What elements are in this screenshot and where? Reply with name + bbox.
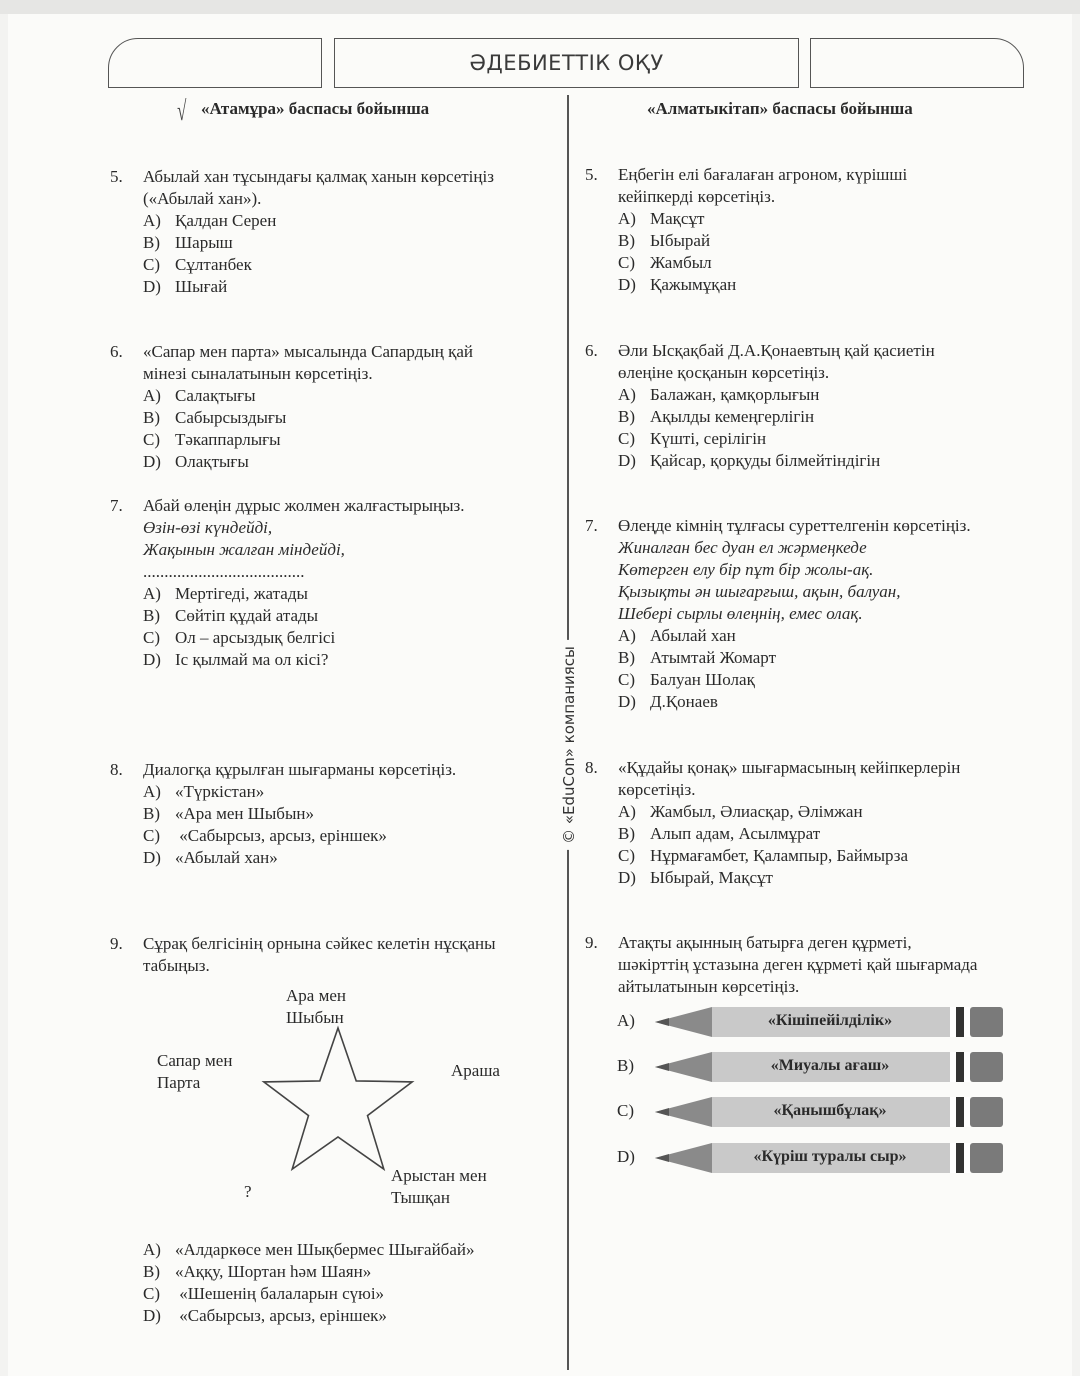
question-text: («Абылай хан»). — [143, 189, 262, 208]
option-letter: D) — [143, 848, 161, 867]
option-letter: C) — [618, 253, 635, 272]
question-number: 8. — [110, 760, 123, 779]
label-line: Шыбын — [286, 1008, 344, 1027]
option-text: Алып адам, Асылмұрат — [650, 824, 821, 843]
option-text: «Сабырсыз, арсыз, еріншек» — [175, 826, 387, 845]
option-letter: D) — [618, 451, 636, 470]
question-text: Диалогқа құрылған шығарманы көрсетіңіз. — [143, 760, 457, 779]
question-text: Еңбегін елі бағалаған агроном, күрішші — [618, 165, 908, 184]
pencil-option-label[interactable]: «Күріш туралы сыр» — [753, 1148, 907, 1165]
question-text: көрсетіңіз. — [618, 780, 696, 799]
option-text: Нұрмағамбет, Қалампыр, Баймырза — [650, 846, 908, 865]
question-number: 7. — [585, 516, 598, 535]
question-text: табыңыз. — [143, 956, 210, 975]
question-number: 8. — [585, 758, 598, 777]
option-text: «Алдаркөсе мен Шықбермес Шығайбай» — [175, 1240, 475, 1259]
option-letter: D) — [143, 277, 161, 296]
option-letter: A) — [143, 584, 161, 603]
question-number: 9. — [585, 933, 598, 952]
label-line: Сапар мен — [157, 1051, 233, 1070]
option-text: Іс қылмай ма ол кісі? — [175, 650, 329, 669]
option-text: «Шешенің балаларын сүюі» — [175, 1284, 385, 1303]
checkmark-icon: √ — [177, 96, 187, 127]
option-text: Күшті, серілігін — [650, 429, 767, 448]
label-line: Арыстан мен — [391, 1166, 487, 1185]
option-text: Ыбырай, Мақсұт — [650, 868, 773, 887]
question-number: 6. — [110, 342, 123, 361]
label-line: Парта — [157, 1073, 201, 1092]
question-text: Өлеңде кімнің тұлғасы суреттелгенін көрсетіңіз. — [618, 516, 971, 535]
option-letter: C) — [143, 826, 160, 845]
copyright-text: © «EduCon» компаниясы — [560, 640, 578, 850]
option-letter: B) — [618, 648, 635, 667]
label-line: Тышқан — [391, 1188, 450, 1207]
question-text: Абай өлеңін дұрыс жолмен жалғастырыңыз. — [143, 496, 465, 515]
option-letter: C) — [143, 1284, 160, 1303]
option-letter: D) — [618, 692, 636, 711]
option-letter: B) — [618, 824, 635, 843]
option-letter[interactable]: D) — [617, 1147, 635, 1166]
option-text: Ақылды кемеңгерлігін — [650, 407, 815, 426]
option-text: Жамбыл, Әлиасқар, Әлімжан — [650, 802, 863, 821]
option-text: Д.Қонаев — [650, 692, 718, 711]
star-label-right: Араша — [451, 1061, 500, 1080]
option-letter[interactable]: A) — [617, 1011, 635, 1030]
option-text: Балуан Шолақ — [650, 670, 755, 689]
option-text: Абылай хан — [650, 626, 736, 645]
question-text: Әли Ысқақбай Д.А.Қонаевтың қай қасиетін — [618, 341, 935, 360]
star-shape — [264, 1028, 412, 1169]
question-text: «Құдайы қонақ» шығармасының кейіпкерлерін — [618, 758, 961, 777]
option-text: Қалдан Серен — [175, 211, 277, 230]
option-text: Мертігеді, жатады — [175, 584, 308, 603]
option-letter: D) — [618, 868, 636, 887]
question-text: Сұрақ белгісінің орнына сәйкес келетін нұсқаны — [143, 934, 496, 953]
question-text: өлеңіне қосқанын көрсетіңіз. — [618, 363, 830, 382]
option-text: «Сабырсыз, арсыз, еріншек» — [175, 1306, 387, 1325]
poem-line: Жиналған бес дуан ел жәрмеңкеде — [618, 538, 867, 557]
option-text: Сабырсыздығы — [175, 408, 287, 427]
star-label-unknown: ? — [244, 1182, 252, 1201]
left-column-title: «Атамұра» баспасы бойынша — [201, 99, 430, 118]
option-text: Мақсұт — [650, 209, 705, 228]
option-letter: C) — [618, 670, 635, 689]
option-text: Атымтай Жомарт — [650, 648, 777, 667]
question-number: 5. — [110, 167, 123, 186]
star-label-top — [286, 985, 346, 1029]
question-number: 9. — [110, 934, 123, 953]
star-label-bottom-right — [391, 1165, 487, 1209]
option-text: Ол – арсыздық белгісі — [175, 628, 336, 647]
option-text: «Аққу, Шортан һәм Шаян» — [175, 1262, 372, 1281]
option-text: «Түркістан» — [175, 782, 265, 801]
label-line: Ара мен — [286, 986, 346, 1005]
question-number: 5. — [585, 165, 598, 184]
question-number: 7. — [110, 496, 123, 515]
option-letter: B) — [143, 606, 160, 625]
question-text: Абылай хан тұсындағы қалмақ ханын көрсетіңіз — [143, 167, 494, 186]
question-text: кейіпкерді көрсетіңіз. — [618, 187, 776, 206]
question-text: айтылатынын көрсетіңіз. — [618, 977, 800, 996]
option-letter: B) — [618, 407, 635, 426]
option-letter: A) — [143, 1240, 161, 1259]
right-column-title: «Алматыкітап» баспасы бойынша — [647, 99, 913, 118]
option-letter[interactable]: C) — [617, 1101, 634, 1120]
option-text: Шарыш — [175, 233, 233, 252]
option-text: Тәкаппарлығы — [175, 430, 281, 449]
option-text: Сөйтіп құдай атады — [175, 606, 319, 625]
option-letter: C) — [618, 429, 635, 448]
option-letter: B) — [618, 231, 635, 250]
poem-line: Қызықты ән шығарғыш, ақын, балуан, — [618, 582, 901, 601]
question-number: 6. — [585, 341, 598, 360]
poem-line: Шебері сырлы өлеңнің, емес олақ. — [618, 604, 863, 623]
option-letter: C) — [143, 628, 160, 647]
option-text: «Абылай хан» — [175, 848, 278, 867]
question-text: «Сапар мен парта» мысалында Сапардың қай — [143, 342, 474, 361]
pencil-option-label[interactable]: «Миуалы ағаш» — [770, 1057, 890, 1074]
option-text: Олақтығы — [175, 452, 249, 471]
option-letter: A) — [143, 211, 161, 230]
option-letter: A) — [618, 385, 636, 404]
option-text: Балажан, қамқорлығын — [650, 385, 820, 404]
option-letter: A) — [143, 782, 161, 801]
option-text: Қажымұқан — [650, 275, 737, 294]
option-letter: A) — [143, 386, 161, 405]
poem-line: Жақынын жалған міндейді, — [143, 540, 345, 559]
pencil-option-label[interactable]: «Қанышбұлақ» — [773, 1102, 887, 1119]
option-letter: A) — [618, 209, 636, 228]
option-text: Ыбырай — [650, 231, 711, 250]
option-text: Шығай — [175, 277, 228, 296]
option-letter: D) — [143, 650, 161, 669]
question-text: Атақты ақынның батырға деген құрметі, — [618, 933, 912, 952]
question-text: шәкірттің ұстазына деген құрметі қай шығармада — [618, 955, 978, 974]
option-letter: D) — [143, 1306, 161, 1325]
option-text: Жамбыл — [650, 253, 712, 272]
option-letter: B) — [143, 408, 160, 427]
page-title: ӘДЕБИЕТТІК ОҚУ — [334, 38, 799, 88]
option-text: Сұлтанбек — [175, 255, 252, 274]
star-label-left — [157, 1050, 232, 1094]
option-letter: C) — [618, 846, 635, 865]
blank-line: ...................................... — [143, 562, 305, 581]
option-letter: C) — [143, 255, 160, 274]
option-letter: D) — [618, 275, 636, 294]
question-text: мінезі сыналатынын көрсетіңіз. — [143, 364, 373, 383]
option-letter: A) — [618, 626, 636, 645]
option-letter: B) — [143, 804, 160, 823]
option-letter: A) — [618, 802, 636, 821]
poem-line: Өзін-өзі күндейді, — [143, 518, 273, 537]
poem-line: Көтерген елу бір пұт бір жолы-ақ. — [618, 560, 874, 579]
option-text: Салақтығы — [175, 386, 256, 405]
option-letter: D) — [143, 452, 161, 471]
pencil-option-label[interactable]: «Кішіпейілділік» — [767, 1012, 893, 1029]
option-text: «Ара мен Шыбын» — [175, 804, 314, 823]
option-letter[interactable]: B) — [617, 1056, 634, 1075]
option-letter: B) — [143, 1262, 160, 1281]
option-letter: B) — [143, 233, 160, 252]
option-text: Қайсар, қорқуды білмейтіндігін — [650, 451, 881, 470]
option-letter: C) — [143, 430, 160, 449]
